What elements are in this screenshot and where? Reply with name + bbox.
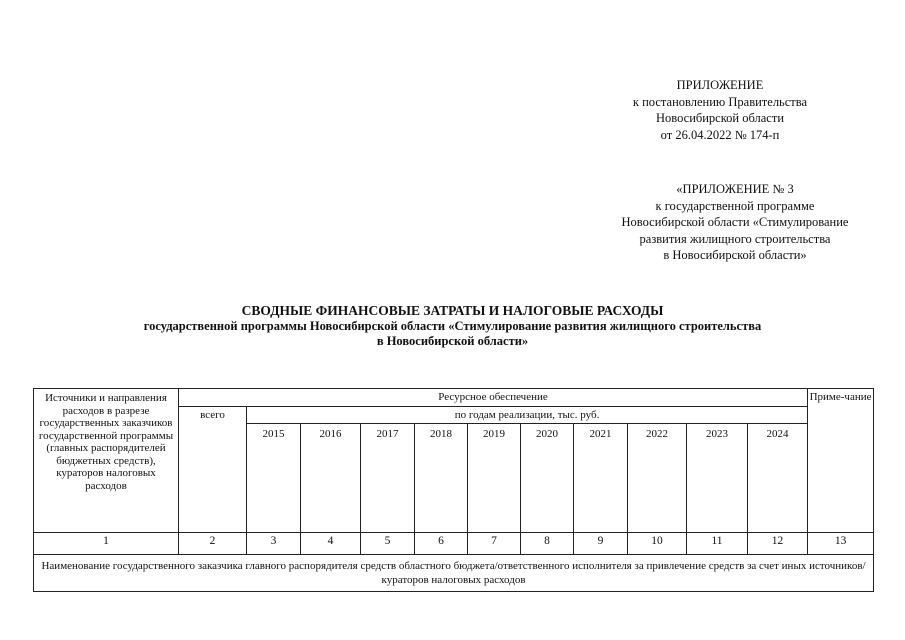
year-header: 2018 — [415, 424, 468, 533]
column-numbers-row — [34, 533, 874, 555]
sources-header: Источники и направления расходов в разрезе государственных заказчиков государственной программы (главных распорядителей бюджетных средств), кураторов налоговых расходов — [34, 389, 179, 533]
program-appendix-line: «ПРИЛОЖЕНИЕ № 3 — [676, 182, 794, 196]
year-header: 2015 — [247, 424, 301, 533]
year-header: 2016 — [301, 424, 361, 533]
program-appendix-header — [585, 181, 885, 264]
customer-row — [34, 555, 874, 592]
column-number: 1 — [34, 533, 179, 555]
year-header: 2023 — [687, 424, 748, 533]
year-header: 2021 — [574, 424, 628, 533]
appendix-line: к постановлению Правительства — [632, 94, 808, 109]
column-number: 4 — [301, 533, 361, 555]
financial-table — [33, 388, 874, 592]
customer-name-cell: Наименование государственного заказчика главного распорядителя средств областного бюджета/ответственного исполнителя за привлечение средств за счет иных источников/кураторов налоговых расходов — [34, 555, 874, 592]
note-header: Приме-чание — [808, 389, 874, 533]
title-sub-line: в Новосибирской области» — [376, 334, 529, 348]
by-years-header: по годам реализации, тыс. руб. — [247, 406, 808, 424]
column-number: 5 — [361, 533, 415, 555]
appendix-line: от 26.04.2022 № 174-п — [660, 127, 780, 142]
title-sub — [0, 319, 905, 349]
program-appendix-line: Новосибирской области «Стимулирование — [621, 215, 849, 229]
program-appendix-line: к государственной программе — [655, 198, 815, 213]
column-number: 12 — [748, 533, 808, 555]
header-row — [34, 389, 874, 407]
column-number: 3 — [247, 533, 301, 555]
document-title — [0, 303, 905, 349]
year-header: 2022 — [628, 424, 687, 533]
column-number: 11 — [687, 533, 748, 555]
column-number: 13 — [808, 533, 874, 555]
year-header: 2017 — [361, 424, 415, 533]
column-number: 2 — [179, 533, 247, 555]
column-number: 8 — [521, 533, 574, 555]
appendix-line: Новосибирской области — [655, 111, 785, 125]
column-number: 7 — [468, 533, 521, 555]
resources-header: Ресурсное обеспечение — [179, 389, 808, 407]
program-appendix-line: развития жилищного строительства — [639, 231, 831, 246]
title-sub-line: государственной программы Новосибирской области «Стимулирование развития жилищного строительства — [143, 319, 762, 333]
year-header: 2019 — [468, 424, 521, 533]
appendix-line: ПРИЛОЖЕНИЕ — [676, 78, 764, 92]
total-header: всего — [179, 406, 247, 533]
program-appendix-line: в Новосибирской области» — [663, 248, 807, 262]
title-main: СВОДНЫЕ ФИНАНСОВЫЕ ЗАТРАТЫ И НАЛОГОВЫЕ РАСХОДЫ — [241, 303, 664, 318]
column-number: 10 — [628, 533, 687, 555]
column-number: 6 — [415, 533, 468, 555]
year-header: 2020 — [521, 424, 574, 533]
column-number: 9 — [574, 533, 628, 555]
year-header: 2024 — [748, 424, 808, 533]
appendix-header — [600, 77, 840, 143]
